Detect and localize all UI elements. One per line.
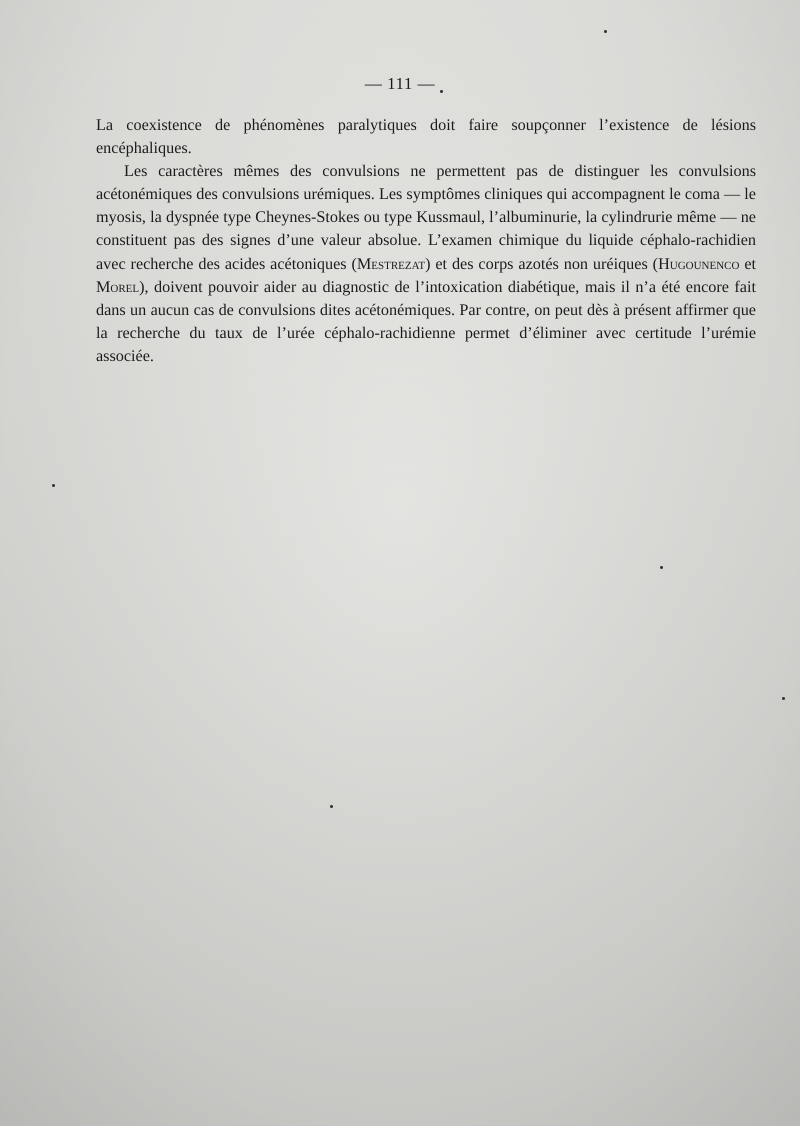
paragraph-2-text-c: et xyxy=(739,254,757,273)
page-number: — 111 — xyxy=(364,74,436,93)
body-text xyxy=(96,114,756,368)
paragraph-2-text-a: Les caractères mêmes des convulsions ne permettent pas de distinguer les convulsions acétonémiques des convulsions urémiques. Les symptômes cliniques qui accompagnent le coma — le myosis, la dyspnée type Cheynes-Stokes ou type Kussmaul, l’albuminurie, la cylindrurie même — ne constituent pas des signes d’une valeur absolue. L’examen chimique du liquide céphalo-rachidien avec recherche des acides acétoniques ( xyxy=(96,162,756,273)
scan-speck xyxy=(660,566,663,569)
paragraph-1: La coexistence de phénomènes paralytiques doit faire soupçonner l’existence de lésions encéphaliques. xyxy=(96,116,756,158)
scan-speck xyxy=(440,90,443,93)
paragraph-2 xyxy=(96,160,756,368)
scan-speck xyxy=(330,805,333,808)
scan-speck xyxy=(782,697,785,700)
author-morel: Morel xyxy=(96,277,140,296)
scan-speck xyxy=(52,484,55,487)
author-hugounenco: Hugounenco xyxy=(658,254,740,273)
author-mestrezat: Mestrezat xyxy=(356,254,426,273)
paragraph-2-text-b: ) et des corps azotés non uréiques ( xyxy=(425,254,659,273)
scan-speck xyxy=(604,30,607,33)
paragraph-2-text-d: ), doivent pouvoir aider au diagnostic de l’intoxication diabétique, mais il n’a été encore fait dans un aucun cas de convulsions dites acétonémiques. Par contre, on peut dès à présent affirmer que la recherche du taux de l’urée céphalo-rachidienne permet d’éliminer avec certitude l’urémie associée. xyxy=(96,277,756,365)
